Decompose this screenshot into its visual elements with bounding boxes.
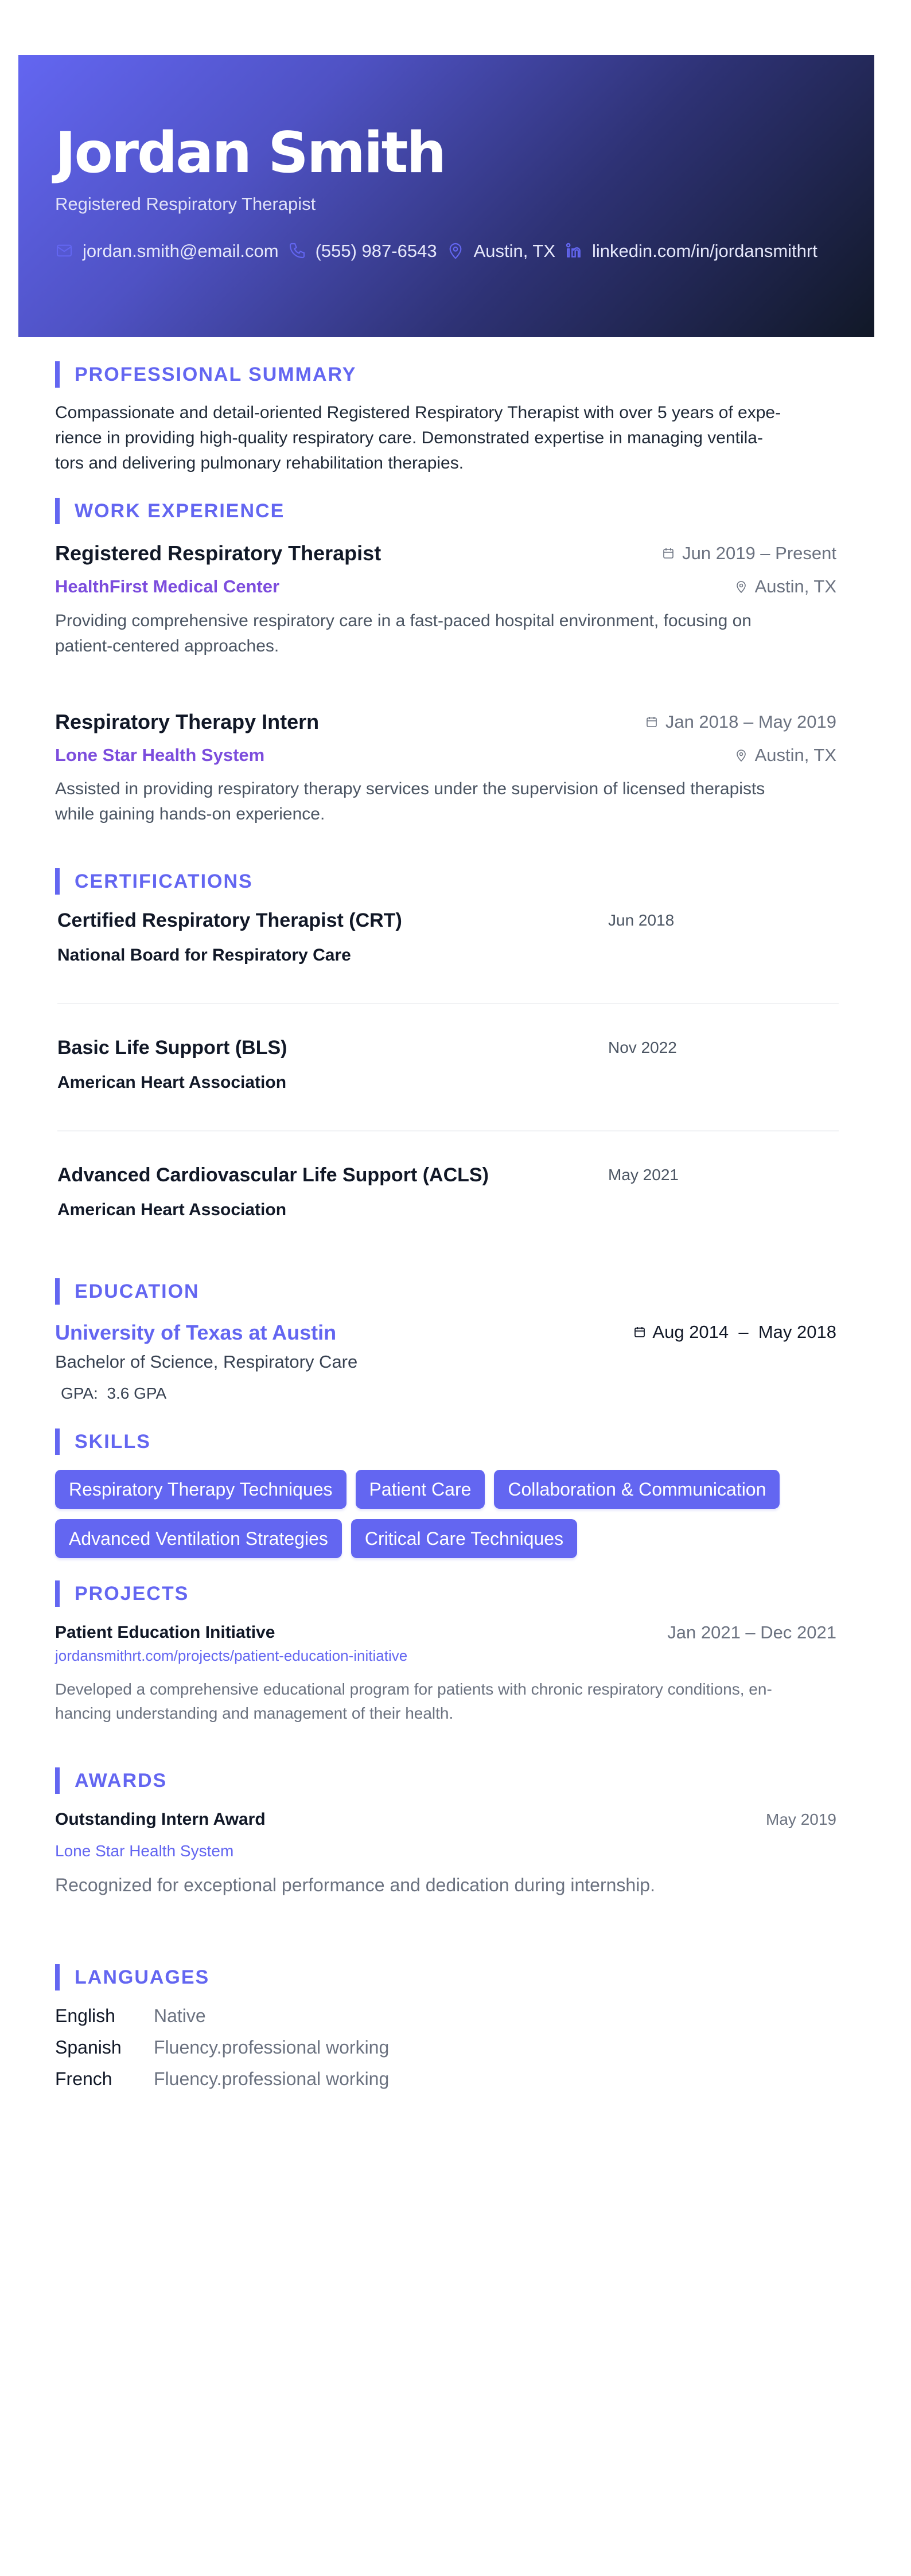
section-summary-heading (55, 361, 356, 388)
heading-accent-bar (55, 868, 60, 895)
job-location-text: Austin, TX (754, 745, 836, 765)
summary-text (55, 400, 839, 476)
award-description: Recognized for exceptional performance and dedication during internship. (55, 1875, 655, 1895)
map-pin-icon (446, 241, 465, 260)
section-languages-heading (55, 1964, 209, 1990)
section-projects-heading (55, 1580, 189, 1607)
section-title: PROJECTS (75, 1582, 189, 1605)
job-description (55, 776, 839, 827)
heading-accent-bar (55, 361, 60, 388)
project-description (55, 1677, 839, 1726)
company-name: HealthFirst Medical Center (55, 576, 280, 596)
cert-issuer: National Board for Respiratory Care (57, 946, 351, 965)
phone-icon (288, 241, 306, 260)
language-level: Fluency.professional working (154, 2068, 390, 2089)
project-link[interactable]: jordansmithrt.com/projects/patient-education-initiative (55, 1647, 408, 1664)
description-line: while gaining hands-on experience. (55, 805, 325, 823)
section-experience-heading (55, 498, 285, 524)
education-dates-text: Aug 2014 – May 2018 (652, 1322, 836, 1342)
job-location-text: Austin, TX (754, 576, 836, 596)
resume-header (18, 55, 874, 337)
map-pin-icon (734, 748, 748, 762)
job-dates-text: Jun 2019 – Present (682, 543, 836, 563)
linkedin-value: linkedin.com/in/jordansmithrt (592, 240, 817, 261)
mail-icon (55, 241, 73, 260)
heading-accent-bar (55, 1964, 60, 1990)
section-title: CERTIFICATIONS (75, 870, 253, 892)
job-dates (645, 711, 836, 732)
gpa-value: 3.6 GPA (107, 1384, 167, 1402)
job-dates-text: Jan 2018 – May 2019 (665, 712, 836, 732)
language-name: English (55, 2005, 115, 2026)
description-line: Providing comprehensive respiratory care in a fast-paced hospital environment, focusing on (55, 611, 752, 630)
cert-date: Jun 2018 (608, 911, 675, 929)
cert-issuer: American Heart Association (57, 1200, 287, 1219)
contact-email[interactable] (55, 241, 279, 260)
award-org: Lone Star Health System (55, 1842, 234, 1860)
calendar-icon (645, 715, 659, 729)
job-location (734, 744, 836, 766)
phone-value: (555) 987-6543 (315, 240, 437, 261)
degree: Bachelor of Science, Respiratory Care (55, 1352, 358, 1372)
contact-linkedin[interactable] (564, 241, 817, 260)
cert-date: May 2021 (608, 1166, 679, 1184)
divider (57, 1003, 839, 1004)
job-location (734, 576, 836, 597)
job-title: Registered Respiratory Therapist (55, 541, 381, 565)
candidate-title: Registered Respiratory Therapist (55, 194, 316, 214)
cert-issuer: American Heart Association (57, 1073, 287, 1092)
summary-line: Compassionate and detail-oriented Registered Respiratory Therapist with over 5 years of expe- (55, 403, 781, 422)
section-skills-heading (55, 1428, 151, 1455)
candidate-name: Jordan Smith (55, 120, 445, 186)
skill-chip: Critical Care Techniques (351, 1519, 577, 1558)
heading-accent-bar (55, 1428, 60, 1455)
project-title: Patient Education Initiative (55, 1623, 275, 1642)
cert-date: Nov 2022 (608, 1039, 677, 1056)
award-title: Outstanding Intern Award (55, 1810, 266, 1829)
education-dates (633, 1321, 836, 1342)
description-line: hancing understanding and management of their health. (55, 1704, 454, 1722)
calendar-icon (633, 1325, 647, 1339)
cert-name: Advanced Cardiovascular Life Support (ACLS) (57, 1164, 489, 1186)
heading-accent-bar (55, 498, 60, 524)
cert-name: Certified Respiratory Therapist (CRT) (57, 910, 402, 931)
section-certifications-heading (55, 868, 253, 895)
description-line: Developed a comprehensive educational program for patients with chronic respiratory conditions, en- (55, 1680, 772, 1698)
skill-chip: Collaboration & Communication (494, 1470, 780, 1509)
section-title: EDUCATION (75, 1280, 200, 1302)
language-level: Native (154, 2005, 206, 2026)
calendar-icon (661, 547, 675, 560)
section-title: PROFESSIONAL SUMMARY (75, 363, 357, 385)
language-name: French (55, 2068, 112, 2089)
location-value: Austin, TX (473, 240, 556, 261)
summary-line: tors and delivering pulmonary rehabilitation therapies. (55, 454, 464, 473)
job-dates (661, 542, 836, 564)
project-dates: Jan 2021 – Dec 2021 (667, 1622, 836, 1642)
map-pin-icon (734, 580, 748, 594)
job-title: Respiratory Therapy Intern (55, 710, 320, 733)
section-title: SKILLS (75, 1430, 151, 1453)
section-education-heading (55, 1278, 200, 1305)
contact-phone[interactable] (288, 241, 437, 260)
language-name: Spanish (55, 2037, 122, 2058)
contact-list (55, 241, 827, 260)
heading-accent-bar (55, 1767, 60, 1794)
contact-location (446, 241, 555, 260)
skill-chip: Advanced Ventilation Strategies (55, 1519, 342, 1558)
cert-name: Basic Life Support (BLS) (57, 1037, 287, 1059)
description-line: patient-centered approaches. (55, 637, 279, 655)
description-line: Assisted in providing respiratory therapy services under the supervision of licensed therapists (55, 779, 765, 798)
skill-chip: Patient Care (356, 1470, 485, 1509)
heading-accent-bar (55, 1278, 60, 1305)
section-title: LANGUAGES (75, 1966, 210, 1988)
award-date: May 2019 (766, 1810, 836, 1828)
section-title: AWARDS (75, 1769, 168, 1792)
summary-line: rience in providing high-quality respiratory care. Demonstrated expertise in managing ventila- (55, 428, 763, 447)
heading-accent-bar (55, 1580, 60, 1607)
language-level: Fluency.professional working (154, 2037, 390, 2058)
gpa-label: GPA: (61, 1384, 98, 1402)
linkedin-icon (564, 241, 583, 260)
skill-chip: Respiratory Therapy Techniques (55, 1470, 347, 1509)
section-title: WORK EXPERIENCE (75, 499, 285, 522)
job-description (55, 608, 839, 659)
school-name: University of Texas at Austin (55, 1321, 337, 1344)
divider (57, 1130, 839, 1131)
skills-list (55, 1470, 847, 1558)
gpa (61, 1384, 166, 1403)
section-awards-heading (55, 1767, 167, 1794)
company-name: Lone Star Health System (55, 745, 265, 765)
email-value: jordan.smith@email.com (83, 240, 279, 261)
